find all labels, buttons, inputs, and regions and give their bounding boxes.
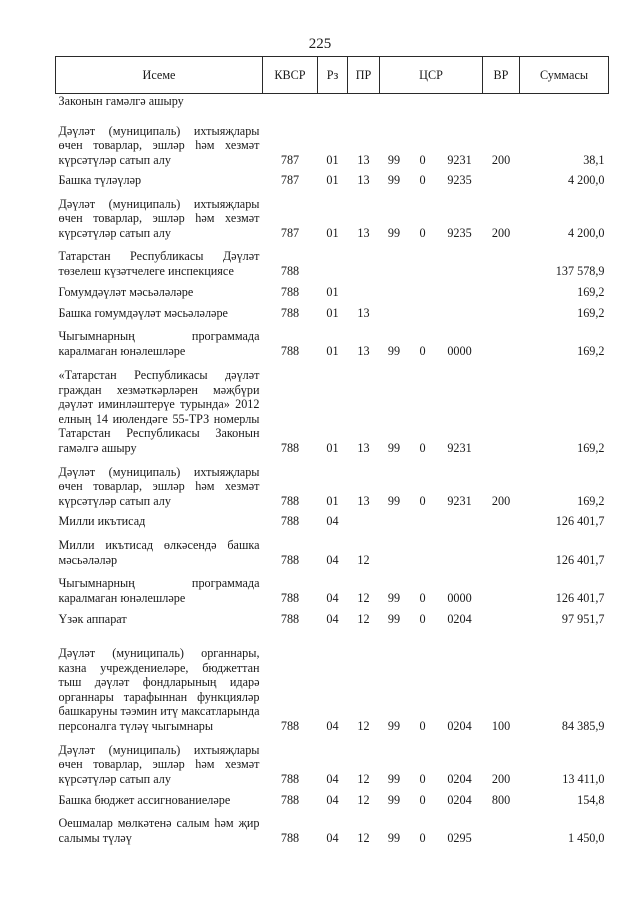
cell-sum: 1 450,0 <box>567 830 605 845</box>
cell-vr <box>483 300 520 321</box>
cell-rz <box>318 241 348 279</box>
cell-sum: 169,2 <box>577 493 605 508</box>
table-row <box>56 808 609 846</box>
cell-csr-type: 0 <box>419 343 426 358</box>
cell-pr: 12 <box>357 792 370 807</box>
cell-csr-program: 99 <box>387 718 401 733</box>
cell-vr: 200 <box>491 771 511 786</box>
table-row <box>56 168 609 188</box>
cell-vr <box>483 279 520 300</box>
cell-name: «Татарстан Республикасы дәүләт граждан хезмәткәрләрен мәҗбүри дәүләт иминләштерүе турында» 2012 елның 14 июлендәге 55-ТРЗ номерлы Татарстан Республикасы Законын гамәлгә ашыру <box>58 367 260 455</box>
cell-pr: 12 <box>357 771 370 786</box>
cell-pr: 13 <box>357 305 370 320</box>
cell-name: Законын гамәлгә ашыру <box>58 94 184 108</box>
cell-vr <box>483 568 520 606</box>
cell-kvsr: 788 <box>280 305 300 320</box>
cell-pr: 12 <box>357 830 370 845</box>
cell-sum: 13 411,0 <box>562 771 605 786</box>
cell-sum: 137 578,9 <box>555 263 605 278</box>
cell-pr <box>348 279 380 300</box>
cell-pr <box>348 509 380 529</box>
cell-kvsr: 788 <box>280 440 300 455</box>
cell-rz: 04 <box>326 771 339 786</box>
table-row <box>56 359 609 456</box>
cell-vr: 200 <box>491 493 511 508</box>
cell-kvsr: 787 <box>280 225 300 240</box>
cell-csr-type: 0 <box>419 771 426 786</box>
cell-csr-direction <box>437 300 483 321</box>
cell-pr: 13 <box>357 172 370 187</box>
cell-kvsr: 788 <box>280 611 300 626</box>
cell-csr-program <box>380 529 409 568</box>
cell-vr <box>483 359 520 456</box>
table-row <box>56 627 609 734</box>
cell-csr-program: 99 <box>387 611 401 626</box>
cell-rz: 04 <box>326 718 339 733</box>
cell-csr-type: 0 <box>419 792 426 807</box>
header-csr: ЦСР <box>380 57 483 94</box>
cell-name: Чыгымнарның программада каралмаган юнәлешләре <box>58 576 260 605</box>
cell-name: Гомумдәүләт мәсьәләләре <box>58 284 194 299</box>
cell-csr-type <box>409 279 437 300</box>
header-rz: Рз <box>318 57 348 94</box>
cell-kvsr: 788 <box>280 513 300 528</box>
cell-kvsr: 788 <box>280 771 300 786</box>
cell-name: Татарстан Республикасы Дәүләт төзелеш күзәтчелеге инспекциясе <box>58 249 260 278</box>
cell-sum: 38,1 <box>583 152 605 167</box>
cell-kvsr: 788 <box>280 284 300 299</box>
cell-rz: 04 <box>326 792 339 807</box>
table-row <box>56 529 609 568</box>
cell-csr-type <box>409 529 437 568</box>
cell-sum: 84 385,9 <box>561 718 605 733</box>
header-name: Исеме <box>56 57 263 94</box>
cell-csr-direction: 0000 <box>447 590 472 605</box>
header-pr: ПР <box>348 57 380 94</box>
cell-name: Дәүләт (муниципаль) ихтыяҗлары өчен товарлар, эшләр һәм хезмәт күрсәтүләр сатып алу <box>58 742 260 786</box>
cell-csr-type: 0 <box>419 152 426 167</box>
cell-vr <box>483 321 520 359</box>
cell-sum: 126 401,7 <box>555 513 605 528</box>
header-kvsr: КВСР <box>263 57 318 94</box>
table-row <box>56 279 609 300</box>
cell-sum: 4 200,0 <box>567 225 605 240</box>
table-row <box>56 606 609 627</box>
cell-vr <box>483 241 520 279</box>
cell-sum: 126 401,7 <box>555 552 605 567</box>
cell-kvsr: 788 <box>280 718 300 733</box>
cell-csr-type <box>409 300 437 321</box>
cell-rz: 04 <box>326 590 339 605</box>
cell-rz: 01 <box>326 343 339 358</box>
cell-pr: 13 <box>357 493 370 508</box>
table-row <box>56 188 609 241</box>
cell-vr <box>483 606 520 627</box>
cell-csr-direction: 0204 <box>447 611 472 626</box>
cell-csr-program: 99 <box>387 225 401 240</box>
cell-csr-direction <box>437 94 483 114</box>
budget-table <box>55 56 609 846</box>
cell-csr-direction <box>437 241 483 279</box>
header-sum: Суммасы <box>520 57 609 94</box>
cell-name: Башка бюджет ассигнованиеләре <box>58 792 231 807</box>
cell-csr-program <box>380 279 409 300</box>
cell-name: Чыгымнарның программада каралмаган юнәлешләре <box>58 329 260 358</box>
cell-csr-direction: 9235 <box>447 225 472 240</box>
cell-csr-program: 99 <box>387 771 401 786</box>
cell-vr <box>483 168 520 188</box>
cell-vr: 200 <box>491 225 511 240</box>
cell-name: Дәүләт (муниципаль) ихтыяҗлары өчен товарлар, эшләр һәм хезмәт күрсәтүләр сатып алу <box>58 464 260 508</box>
cell-name: Башка гомумдәүләт мәсьәләләре <box>58 305 228 320</box>
cell-sum: 169,2 <box>577 305 605 320</box>
cell-csr-program <box>380 241 409 279</box>
cell-sum: 154,8 <box>577 792 605 807</box>
cell-pr: 12 <box>357 552 370 567</box>
cell-pr: 13 <box>357 225 370 240</box>
cell-csr-program: 99 <box>387 590 401 605</box>
cell-sum: 169,2 <box>577 284 605 299</box>
cell-csr-program: 99 <box>387 830 401 845</box>
cell-name: Дәүләт (муниципаль) органнары, казна учреждениеләре, бюджеттан тыш дәүләт фондларының идарә органнары тарафыннан функцияләр башкаруны тәэмин итү максатларында персоналга түләү чыгымнары <box>58 645 260 733</box>
cell-rz <box>318 94 348 114</box>
cell-rz: 01 <box>326 225 339 240</box>
table-row <box>56 321 609 359</box>
cell-csr-program <box>380 509 409 529</box>
cell-sum <box>520 94 609 114</box>
cell-kvsr: 788 <box>280 343 300 358</box>
cell-csr-direction: 9231 <box>447 440 472 455</box>
cell-name: Милли икътисад <box>58 513 146 528</box>
cell-csr-program: 99 <box>387 343 401 358</box>
cell-rz: 04 <box>326 552 339 567</box>
cell-csr-direction: 0204 <box>447 718 472 733</box>
cell-kvsr: 787 <box>280 172 300 187</box>
table-row <box>56 509 609 529</box>
cell-csr-direction: 0204 <box>447 792 472 807</box>
cell-name: Оешмалар мөлкәтенә салым һәм җир салымы түләү <box>58 816 260 845</box>
cell-pr: 12 <box>357 718 370 733</box>
table-row <box>56 734 609 787</box>
table-row <box>56 456 609 509</box>
cell-csr-program: 99 <box>387 172 401 187</box>
cell-csr-direction <box>437 279 483 300</box>
cell-csr-direction: 9231 <box>447 152 472 167</box>
cell-kvsr: 788 <box>280 263 300 278</box>
cell-rz: 04 <box>326 611 339 626</box>
cell-vr: 200 <box>491 152 511 167</box>
cell-csr-direction: 0295 <box>447 830 472 845</box>
table-header <box>56 57 609 94</box>
cell-csr-program: 99 <box>387 493 401 508</box>
table-row <box>56 114 609 168</box>
cell-csr-direction: 9235 <box>447 172 472 187</box>
cell-name: Үзәк аппарат <box>58 611 127 626</box>
cell-rz: 01 <box>326 284 339 299</box>
cell-pr: 12 <box>357 611 370 626</box>
cell-rz: 01 <box>326 493 339 508</box>
cell-vr: 100 <box>491 718 511 733</box>
cell-csr-type: 0 <box>419 172 426 187</box>
cell-vr <box>483 529 520 568</box>
cell-csr-program: 99 <box>387 440 401 455</box>
cell-csr-type <box>409 94 437 114</box>
cell-sum: 4 200,0 <box>567 172 605 187</box>
cell-rz: 01 <box>326 440 339 455</box>
cell-csr-type: 0 <box>419 590 426 605</box>
cell-csr-type: 0 <box>419 830 426 845</box>
cell-csr-type: 0 <box>419 718 426 733</box>
cell-kvsr: 788 <box>280 792 300 807</box>
cell-kvsr: 787 <box>280 152 300 167</box>
cell-csr-type <box>409 241 437 279</box>
cell-csr-program <box>380 94 409 114</box>
cell-pr: 13 <box>357 343 370 358</box>
table-row <box>56 787 609 808</box>
cell-csr-type: 0 <box>419 611 426 626</box>
cell-csr-direction: 0000 <box>447 343 472 358</box>
cell-pr: 13 <box>357 152 370 167</box>
cell-pr: 13 <box>357 440 370 455</box>
cell-kvsr: 788 <box>280 493 300 508</box>
cell-sum: 97 951,7 <box>561 611 605 626</box>
cell-csr-type: 0 <box>419 225 426 240</box>
cell-csr-direction: 0204 <box>447 771 472 786</box>
table-row <box>56 241 609 279</box>
cell-csr-program: 99 <box>387 792 401 807</box>
cell-rz: 01 <box>326 152 339 167</box>
cell-csr-type <box>409 509 437 529</box>
cell-name: Дәүләт (муниципаль) ихтыяҗлары өчен товарлар, эшләр һәм хезмәт күрсәтүләр сатып алу <box>58 123 260 167</box>
cell-csr-type: 0 <box>419 493 426 508</box>
cell-rz: 04 <box>326 830 339 845</box>
cell-sum: 169,2 <box>577 343 605 358</box>
table-row <box>56 94 609 114</box>
cell-sum: 169,2 <box>577 440 605 455</box>
page-number: 225 <box>308 36 332 52</box>
cell-csr-direction <box>437 529 483 568</box>
cell-csr-direction <box>437 509 483 529</box>
cell-vr <box>483 94 520 114</box>
cell-vr: 800 <box>491 792 511 807</box>
cell-csr-type: 0 <box>419 440 426 455</box>
cell-pr <box>348 241 380 279</box>
cell-name: Милли икътисад өлкәсендә башка мәсьәләләр <box>58 538 260 567</box>
cell-kvsr <box>263 94 318 114</box>
cell-kvsr: 788 <box>280 552 300 567</box>
cell-pr <box>348 94 380 114</box>
cell-csr-program <box>380 300 409 321</box>
cell-rz: 01 <box>326 305 339 320</box>
cell-rz: 04 <box>326 513 339 528</box>
cell-csr-direction: 9231 <box>447 493 472 508</box>
cell-rz: 01 <box>326 172 339 187</box>
cell-vr <box>483 509 520 529</box>
cell-kvsr: 788 <box>280 590 300 605</box>
header-vr: ВР <box>483 57 520 94</box>
table-row <box>56 300 609 321</box>
table-body <box>56 94 609 846</box>
cell-pr: 12 <box>357 590 370 605</box>
cell-csr-program: 99 <box>387 152 401 167</box>
cell-kvsr: 788 <box>280 830 300 845</box>
cell-name: Дәүләт (муниципаль) ихтыяҗлары өчен товарлар, эшләр һәм хезмәт күрсәтүләр сатып алу <box>58 196 260 240</box>
cell-sum: 126 401,7 <box>555 590 605 605</box>
cell-name: Башка түләүләр <box>58 172 142 187</box>
cell-vr <box>483 808 520 846</box>
table-row <box>56 568 609 606</box>
